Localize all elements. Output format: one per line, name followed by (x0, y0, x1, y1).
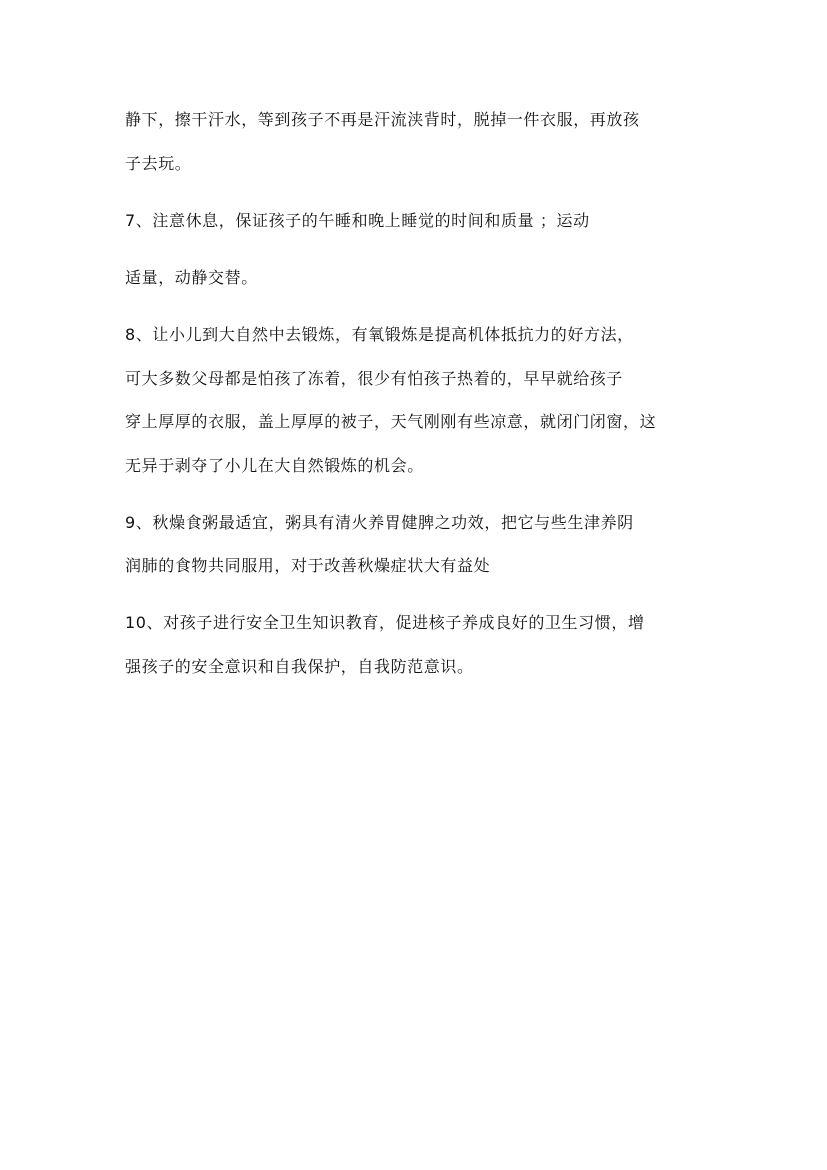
text-line: 可大多数父母都是怕孩了冻着，很少有怕孩子热着的，早早就给孩子 (125, 369, 624, 388)
text-line: 适量，动静交替。 (125, 268, 258, 287)
text-line: 静下，擦干汗水，等到孩子不再是汗流浃背时，脱掉一件衣服，再放孩 (125, 110, 640, 129)
text-line: 子去玩。 (125, 154, 192, 173)
text-line: 10、对孩子进行安全卫生知识教育，促进核子养成良好的卫生习惯，增 (125, 613, 645, 632)
text-line: 润肺的食物共同服用，对于改善秋燥症状大有益处 (125, 556, 491, 575)
text-line: 强孩子的安全意识和自我保护，自我防范意识。 (125, 657, 474, 676)
text-line: 穿上厚厚的衣服，盖上厚厚的被子，天气刚刚有些凉意，就闭门闭窗，这 (125, 412, 657, 431)
text-line: 无异于剥夺了小儿在大自然锻炼的机会。 (125, 456, 424, 475)
text-line: 8、让小儿到大自然中去锻炼，有氧锻炼是提高机体抵抗力的好方法， (125, 325, 634, 344)
text-line: 9、秋燥食粥最适宜，粥具有清火养胃健脾之功效，把它与些生津养阴 (125, 513, 634, 532)
text-line: 7、注意休息，保证孩子的午睡和晚上睡觉的时间和质量 ；运动 (125, 211, 590, 230)
